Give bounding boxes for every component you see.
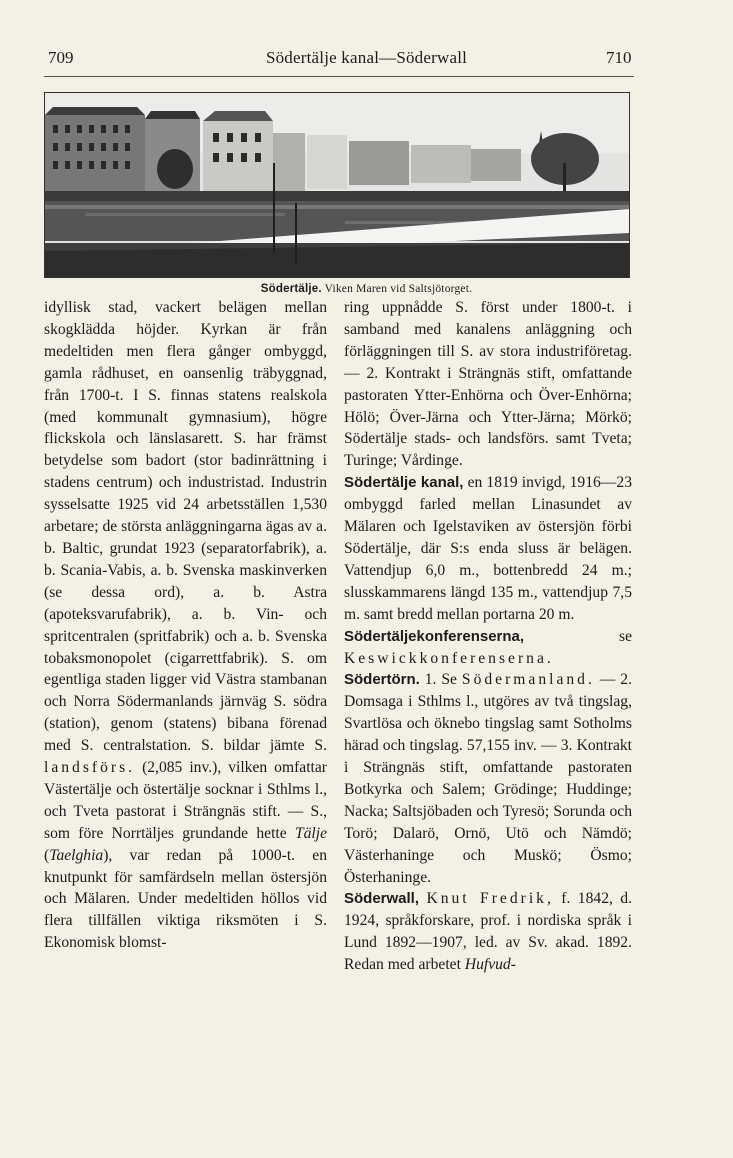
caption-text: Viken Maren vid Saltsjötorget. xyxy=(321,283,473,295)
left-text-b: (2,085 inv.), vilken omfattar Västertälje och östertälje socknar i Sthlms l., och Tveta pastorat i Strängnäs stift. — S., som före Norrtäljes grundande hette xyxy=(44,759,327,842)
entry-konferenserna xyxy=(344,626,632,670)
entry-konferenserna-text: se xyxy=(524,627,632,645)
left-column xyxy=(44,297,327,954)
photo-illustration xyxy=(45,93,629,277)
entry-sodertalje-kanal xyxy=(344,472,632,625)
headword-kanal: Södertälje kanal, xyxy=(344,474,464,492)
entry-soderwall xyxy=(344,888,632,976)
entry-soderwall-text: f. 1842, d. 1924, språkforskare, prof. i nordiska språk i Lund 1892—1907, led. av Sv. akad. 1892. Redan med arbetet xyxy=(344,890,632,974)
headword-soderwall: Söderwall, xyxy=(344,890,420,908)
cross-reference-keswick: Keswickkonferenserna. xyxy=(344,649,554,667)
photo-caption xyxy=(0,282,733,296)
spaced-term: landsförs. xyxy=(44,759,136,777)
headword-sodertorn: Södertörn. xyxy=(344,671,420,689)
italic-taelghia: Taelghia xyxy=(49,846,104,864)
right-column xyxy=(344,297,632,976)
running-title: Södertälje kanal—Söderwall xyxy=(265,48,468,67)
cross-reference-sodermanland: Södermanland. xyxy=(461,671,595,689)
headword-konferenserna: Södertäljekonferenserna, xyxy=(344,627,525,645)
city-photograph xyxy=(44,92,630,278)
caption-place: Södertälje. xyxy=(260,283,322,295)
page-number-left: 709 xyxy=(48,48,74,67)
italic-talje: Tälje xyxy=(294,824,327,842)
italic-work-title: Hufvud- xyxy=(464,956,516,974)
entry-sodertorn-text-a: 1. Se xyxy=(419,671,457,689)
left-text-a: idyllisk stad, vackert belägen mellan skogklädda höjder. Kyrkan är från medeltiden men flera gånger ombyggd, gamla rådhuset, en oansenlig träbyggnad, från 1700-t. I S. finnas statens realskola (med kommunalt gymnasium), högre flickskola och länslasarett. S. har främst betydelse som badort (stor badinrättning i stadens centrum) och industristad. Industrin sysselsatte 1925 vid 24 arbetsställen 1,530 arbetare; de största anläggningarna ägas av a. b. Baltic, grundat 1923 (separatorfabrik), a. b. Scania-Vabis, a. b. Svenska maskinverken (se dessa ord), a. b. Astra (apoteksvarufabrik), a. b. Vin- och spritcentralen (spritfabrik) och a. b. Svenska tobaksmonopolet (cigarrettfabrik). S. om egentliga staden ligger vid Västra stambanan och Norra Södermanlands järnväg S. södra (station), genom (statens) bibana förenad med S. centralstation. S. bildar jämte S. xyxy=(44,299,327,755)
entry-kanal-text: en 1819 invigd, 1916—23 ombyggd farled mellan Linasundet av Mälaren och Igelstaviken av östersjön förbi Södertälje, där S:s enda sluss är belägen. Vattendjup 6,0 m., bottenbredd 24 m.; slusskammarens längd 135 m., vattendjup 7,5 m. samt bredd mellan portarna 20 m. xyxy=(344,474,632,623)
entry-sodertorn-text-b: — 2. Domsaga i Sthlms l., utgöres av två tingslag, Svartlösa och öknebo tingslag samt Sotholms härad och tingslag. 57,155 inv. — 3. Kontrakt i Strängnäs stift, omfattande pastoraten Botkyrka och Salem; Grödinge; Huddinge; Nacka; Saltsjöbaden och Tyresö; Sorunda och Torö; Dalarö, Ornö, Utö och Nämdö; Västerhaninge och Muskö; Ösmo; Österhaninge. xyxy=(344,671,632,886)
person-name: Knut Fredrik, xyxy=(426,890,554,908)
header-rule xyxy=(44,76,634,77)
left-text-c: ), var redan på 1000-t. en knutpunkt för samfärdseln mellan östersjön och Mälaren. Under medeltiden höllos vid flera tillfällen viktiga riksmöten i S. Ekonomisk blomst- xyxy=(44,846,327,952)
left-column-text: idyllisk stad, vackert belägen mellan skogklädda höjder. Kyrkan är från medeltiden men flera gånger ombyggd, gamla rådhuset, en oansenlig träbyggnad, från 1700-t. I S. finnas statens realskola (med kommunalt gymnasium), högre flickskola och länslasarett. S. har främst betydelse som badort (stor badinrättning i stadens centrum) och industristad. Industrin sysselsatte 1925 vid 24 arbetsställen 1,530 arbetare; de största anläggningarna ägas av a. b. Baltic, grundat 1923 (separatorfabrik), a. b. Scania-Vabis, a. b. Svenska maskinverken (se dessa ord), a. b. Astra (apoteksvarufabrik), a. b. Vin- och spritcentralen (spritfabrik) och a. b. Svenska tobaksmonopolet (cigarrettfabrik). S. om egentliga staden ligger vid Västra stambanan och Norra Södermanlands järnväg S. södra (station), genom (statens) bibana förenad med S. centralstation. S. bildar jämte S. landsförs. (2,085 inv.), vilken omfattar Västertälje och östertälje socknar i Sthlms l., och Tveta pastorat i Strängnäs stift. — S., som före Norrtäljes grundande hette Tälje (Taelghia), var redan på 1000-t. en knutpunkt för samfärdseln mellan östersjön och Mälaren. Under medeltiden höllos vid flera tillfällen viktiga riksmöten i S. Ekonomisk blomst- xyxy=(44,299,327,952)
entry-sodertorn xyxy=(344,669,632,888)
right-paragraph-1: ring uppnådde S. först under 1800-t. i samband med kanalens anläggning och förläggningen till S. av stora industriföretag. — 2. Kontrakt i Strängnäs stift, omfattande pastoraten Ytter-Enhörna och Över-Enhörna; Hölö; Över-Järna och Ytter-Järna; Mörkö; Södertälje stads- och landsförs. samt Tveta; Turinge; Vårdinge. xyxy=(344,299,632,470)
page-number-right: 710 xyxy=(606,48,632,67)
